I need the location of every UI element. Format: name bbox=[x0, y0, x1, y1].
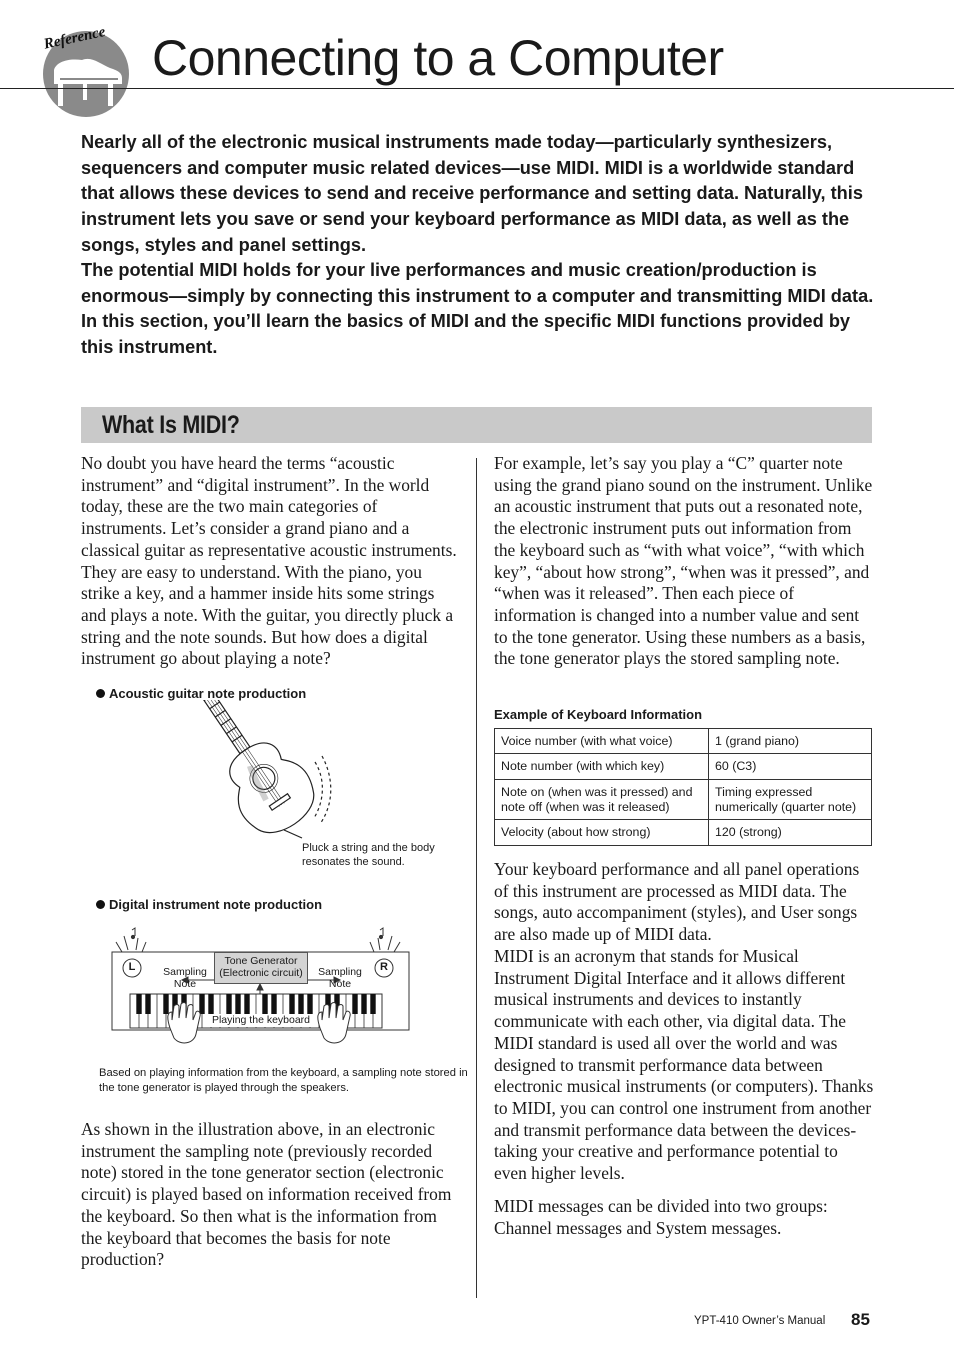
footer-manual-name: YPT-410 Owner’s Manual bbox=[694, 1315, 826, 1327]
tone-generator-box: Tone Generator (Electronic circuit) bbox=[214, 952, 308, 984]
speaker-right-label: R bbox=[380, 961, 388, 973]
badge-text: Reference bbox=[42, 24, 107, 53]
acoustic-guitar-illustration bbox=[180, 700, 350, 850]
table-cell: Note on (when was it pressed) and note off (when was it released) bbox=[495, 780, 709, 820]
table-cell: Timing expressed numerically (quarter note) bbox=[709, 780, 872, 820]
right-paragraph-4: MIDI messages can be divided into two groups: Channel messages and System messages. bbox=[494, 1196, 828, 1238]
keyboard-info-table bbox=[494, 728, 872, 846]
left-paragraph-2: As shown in the illustration above, in an electronic instrument the sampling note (previously recorded note) stored in the tone generator section (electronic circuit) is played based on information received from the keyboard. So then what is the information from the keyboard that becomes the basis for note production? bbox=[81, 1119, 452, 1270]
right-paragraph-1: For example, let’s say you play a “C” quarter note using the grand piano sound on the instrument. Unlike an acoustic instrument that puts out a resonated note, the electronic instrument puts out information from the keyboard such as “with what voice”, “with which key”, “about how strong”, “when was it pressed”, and “when was it released”. Then each piece of information is changed into a number value and sent to the tone generator. Using these numbers as a basis, the tone generator plays the stored sampling note. bbox=[494, 453, 873, 669]
left-paragraph-1: No doubt you have heard the terms “acoustic instrument” and “digital instrument”. In the world today, these are the two main categories of instruments. Let’s consider a grand piano and a classical guitar as representative acoustic instruments. They are easy to understand. With the piano, you strike a key, and a hammer inside hits some strings and plays a note. With the guitar, you directly pluck a string and the note sounds. But how does a digital instrument go about playing a note? bbox=[81, 453, 457, 669]
table-cell: 1 (grand piano) bbox=[709, 729, 872, 754]
intro-paragraph-2: The potential MIDI holds for your live performances and music creation/production is enormous—simply by connecting this instrument to a computer and transmitting MIDI data. In this section, you’ll learn the basics of MIDI and the specific MIDI functions provided by this instrument. bbox=[81, 260, 874, 358]
digital-figure-label-text: Digital instrument note production bbox=[109, 897, 323, 912]
table-row bbox=[495, 754, 872, 780]
table-row bbox=[495, 729, 872, 754]
reference-piano-badge bbox=[38, 18, 134, 118]
sampling-note-left: Sampling Note bbox=[163, 966, 207, 990]
bullet-icon bbox=[96, 900, 105, 909]
right-paragraph-3: MIDI is an acronym that stands for Musical Instrument Digital Interface and it allows different musical instruments and devices to instantly communicate with each other, via digital data. The MIDI standard is used all over the world and was designed to transmit performance data between electronic musical instruments (or computers). Thanks to MIDI, you can control one instrument from another and transmit performance data between the devices-taking your creative and performance potential to even higher levels. bbox=[494, 946, 874, 1184]
playing-keyboard-label: Playing the keyboard bbox=[206, 1014, 316, 1027]
intro-paragraph-1: Nearly all of the electronic musical instruments made today—particularly synthesizers, sequencers and computer music related devices—use MIDI. MIDI is a worldwide standard that allows these devices to send and receive performance and setting data. Naturally, this instrument lets you save or send your keyboard performance as MIDI data, as well as the songs, styles and panel settings. bbox=[81, 132, 863, 255]
digital-figure-label bbox=[96, 897, 322, 912]
guitar-figure-label bbox=[96, 686, 306, 701]
table-cell: 60 (C3) bbox=[709, 754, 872, 780]
table-row bbox=[495, 780, 872, 820]
column-divider bbox=[476, 458, 477, 1298]
table-cell: Velocity (about how strong) bbox=[495, 820, 709, 846]
table-cell: 120 (strong) bbox=[709, 820, 872, 846]
sampling-note-right: Sampling Note bbox=[318, 966, 362, 990]
table-cell: Note number (with which key) bbox=[495, 754, 709, 780]
page-number: 85 bbox=[851, 1310, 870, 1329]
table-row bbox=[495, 820, 872, 846]
guitar-figure-label-text: Acoustic guitar note production bbox=[109, 686, 307, 701]
keyboard-info-table-title: Example of Keyboard Information bbox=[494, 707, 703, 722]
guitar-caption: Pluck a string and the body resonates the sound. bbox=[302, 842, 435, 868]
section-title: What Is MIDI? bbox=[102, 411, 240, 439]
speaker-left-label: L bbox=[128, 961, 136, 973]
title-rule bbox=[0, 88, 954, 89]
digital-figure-caption: Based on playing information from the keyboard, a sampling note stored in the tone generator is played through the speakers. bbox=[99, 1067, 468, 1094]
page-title: Connecting to a Computer bbox=[152, 30, 724, 86]
table-cell: Voice number (with what voice) bbox=[495, 729, 709, 754]
bullet-icon bbox=[96, 689, 105, 698]
right-paragraph-2: Your keyboard performance and all panel operations of this instrument are processed as MIDI data. The songs, auto accompaniment (styles), and User songs are also made up of MIDI data. bbox=[494, 859, 860, 945]
